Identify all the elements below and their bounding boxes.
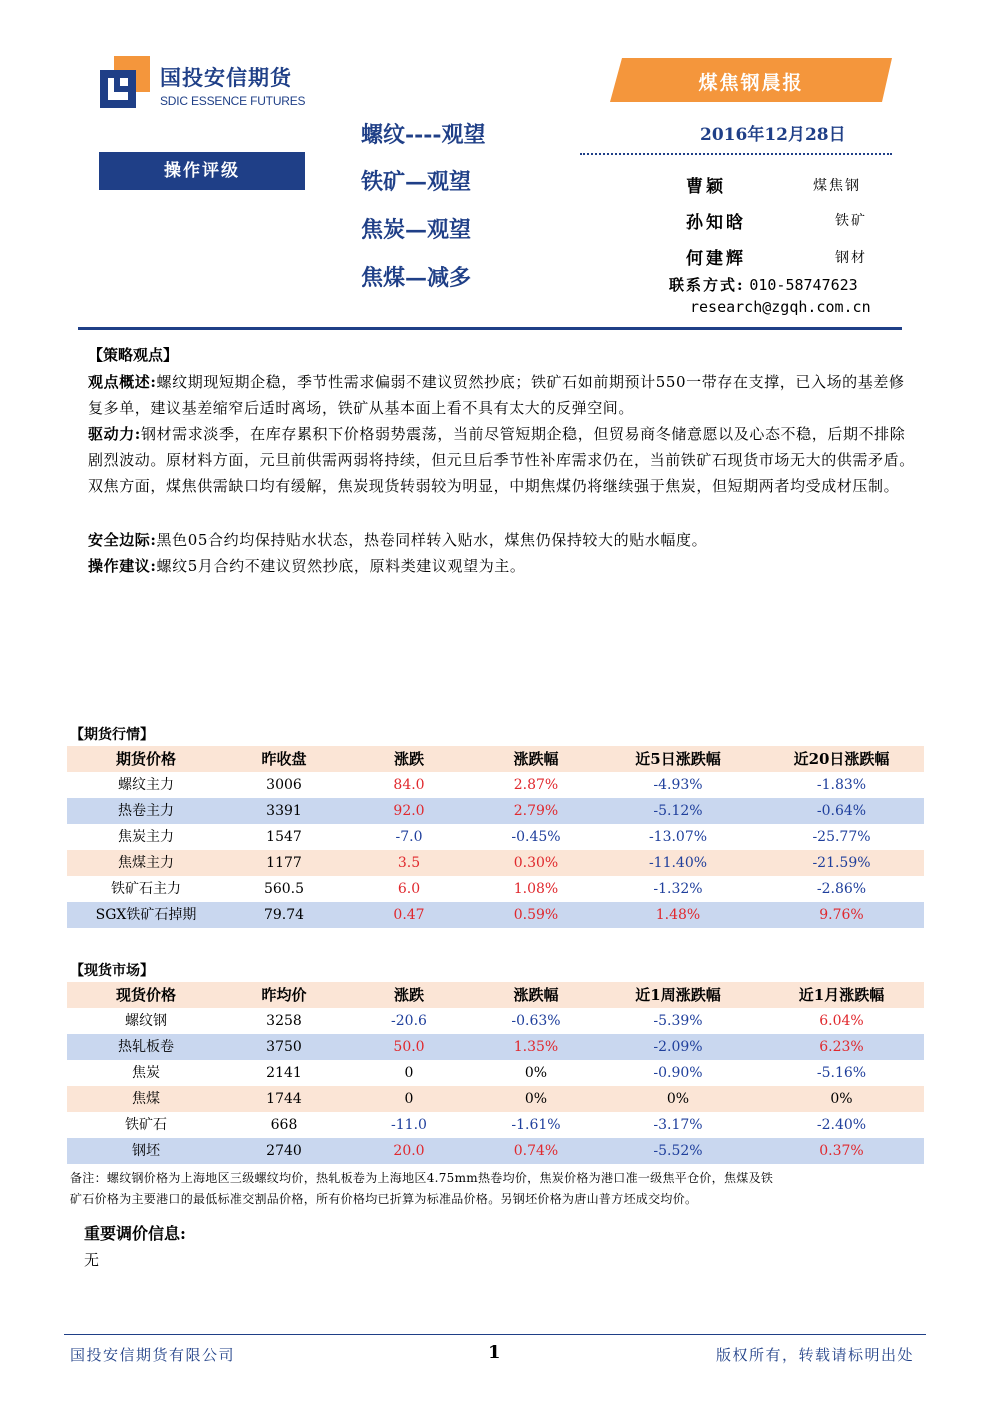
advice-label: 操作建议: [88,557,157,575]
driver-paragraph [88,421,918,499]
date-divider [580,153,892,155]
table-row [67,798,924,824]
table-cell: 79.74 [263,907,305,923]
table-cell: 0.30% [513,855,559,871]
table-header-row [67,746,924,772]
table-header-cell: 昨收盘 [261,750,307,768]
table-header-cell: 近5日涨跌幅 [635,750,721,768]
logo-name-en: SDIC ESSENCE FUTURES [160,94,306,108]
table-cell: -2.86% [816,881,867,897]
margin-paragraph [88,527,918,553]
table-cell: 50.0 [393,1039,425,1055]
table-cell: -13.07% [648,829,708,845]
table-cell: 0% [524,1091,548,1107]
table-header-cell: 近1月涨跌幅 [798,986,885,1004]
rating-item: 螺纹----观望 [361,122,486,148]
table-cell: -1.32% [653,881,703,897]
table-cell: -5.39% [653,1013,703,1029]
footer-company: 国投安信期货有限公司 [70,1346,236,1364]
table-cell: -25.77% [812,829,871,845]
rating-item: 铁矿—观望 [361,169,472,195]
header-divider [78,327,902,330]
spot-note-line: 备注：螺纹钢价格为上海地区三级螺纹均价，热轧板卷为上海地区4.75mm热卷均价，焦炭价格为港口准一级焦平仓价，焦煤及铁 [70,1171,774,1185]
margin-label: 安全边际: [88,531,157,549]
table-cell: 1177 [266,855,302,871]
analyst-area: 铁矿 [835,213,867,229]
table-cell: 3391 [266,803,302,819]
table-cell: 1744 [266,1091,302,1107]
table-cell: 0 [404,1091,414,1107]
table-cell: -1.83% [816,777,867,793]
analyst-name: 孙知晗 [686,213,746,233]
table-row-label: 铁矿石主力 [111,881,181,897]
table-row [67,1086,924,1112]
table-row [67,1138,924,1164]
table-cell: -1.61% [511,1117,561,1133]
table-cell: 0.59% [513,907,559,923]
table-cell: 2.79% [513,803,559,819]
report-title-banner [610,58,892,102]
table-cell: 3258 [266,1013,302,1029]
table-header-cell: 涨跌幅 [513,986,559,1004]
contact-line [669,274,858,295]
table-row [67,1112,924,1138]
table-cell: 0% [830,1091,853,1107]
table-cell: -3.17% [653,1117,703,1133]
table-row [67,850,924,876]
table-cell: 0.74% [513,1143,559,1159]
advice-text: 螺纹5月合约不建议贸然抄底，原料类建议观望为主。 [156,557,526,575]
table-header-cell: 近1周涨跌幅 [635,986,721,1004]
table-cell: 1.48% [655,907,701,923]
table-cell: -21.59% [812,855,871,871]
logo-mark-icon [100,56,150,108]
table-cell: 2.87% [513,777,559,793]
overview-text: 螺纹期现短期企稳，季节性需求偏弱不建议贸然抄底；铁矿石如前期预计550一带存在支撑，已入场的基差修复多单，建议基差缩窄后适时离场，铁矿从基本面上看不具有太大的反弹空间。 [88,373,905,417]
table-cell: 6.23% [819,1039,864,1055]
table-cell: -5.12% [653,803,703,819]
table-cell: 0 [404,1065,414,1081]
rating-item: 焦炭—观望 [361,217,472,243]
notice-body: 无 [84,1251,100,1269]
table-cell: 1.35% [513,1039,559,1055]
table-row-label: 焦炭主力 [118,829,174,845]
table-cell: 20.0 [393,1143,425,1159]
contact-phone: 010-58747623 [749,276,858,294]
footer-copyright: 版权所有，转载请标明出处 [716,1346,915,1364]
contact-label: 联系方式: [669,276,745,294]
table-cell: -5.16% [816,1065,867,1081]
table-header-cell: 昨均价 [261,986,307,1004]
table-cell: -5.52% [653,1143,703,1159]
table-row-label: 螺纹主力 [118,777,174,793]
table-cell: -0.90% [653,1065,703,1081]
table-cell: 668 [270,1117,298,1133]
footer-divider [64,1334,926,1335]
table-row-label: 热轧板卷 [118,1039,174,1055]
table-row-label: 焦煤 [132,1091,160,1107]
table-header-cell: 现货价格 [115,986,176,1004]
company-logo [100,56,330,112]
table-header-cell: 涨跌幅 [513,750,559,768]
table-row-label: 焦煤主力 [118,855,174,871]
table-cell: -0.64% [816,803,867,819]
table-cell: 3006 [266,777,302,793]
table-cell: 84.0 [393,777,425,793]
analyst-area: 钢材 [835,250,867,266]
table-cell: -20.6 [391,1013,427,1029]
table-row-label: SGX铁矿石掉期 [95,907,197,923]
table-cell: 6.0 [397,881,421,897]
table-cell: 9.76% [819,907,864,923]
analyst-name: 何建辉 [686,249,746,269]
table-cell: -4.93% [653,777,703,793]
strategy-heading: 【策略观点】 [88,346,179,364]
overview-label: 观点概述: [88,373,157,391]
table-cell: 2141 [266,1065,302,1081]
table-row [67,1060,924,1086]
page-number: 1 [488,1342,501,1363]
table-row [67,824,924,850]
table-cell: 92.0 [393,803,425,819]
table-cell: 1547 [266,829,302,845]
table-row [67,1034,924,1060]
futures-section-title: 【期货行情】 [70,727,154,743]
table-cell: 0.47 [393,907,425,923]
table-cell: 0% [666,1091,690,1107]
table-row [67,772,924,798]
table-row [67,902,924,928]
table-row-label: 焦炭 [132,1065,160,1081]
table-cell: 0% [524,1065,548,1081]
report-date: 2016年12月28日 [700,125,846,145]
spot-note-line: 矿石价格为主要港口的最低标准交割品价格，所有价格均已折算为标准品价格。另钢坯价格为唐山普方坯成交均价。 [70,1192,698,1206]
table-row-label: 钢坯 [132,1143,160,1159]
table-cell: 3750 [266,1039,302,1055]
table-cell: 6.04% [819,1013,864,1029]
table-header-cell: 涨跌 [393,750,424,768]
table-row-label: 铁矿石 [125,1117,167,1133]
table-cell: -11.40% [648,855,708,871]
driver-text: 钢材需求淡季，在库存累积下价格弱势震荡，当前尽管短期企稳，但贸易商冬储意愿以及心态不稳，后期不排除剧烈波动。原材料方面，元旦前供需两弱将持续，但元旦后季节性补库需求仍在，当前铁矿石现货市场无大的供需矛盾。双焦方面，煤焦供需缺口均有缓解，焦炭现货转弱较为明显，中期焦煤仍将继续强于焦炭，但短期两者均受成材压制。 [88,425,915,495]
table-row-label: 热卷主力 [118,803,174,819]
table-cell: 560.5 [263,881,305,897]
rating-label-box: 操作评级 [99,152,305,190]
spot-table [67,982,924,1164]
logo-name-cn: 国投安信期货 [160,66,292,90]
contact-email: research@zgqh.com.cn [690,298,871,316]
table-row [67,876,924,902]
table-cell: -0.45% [511,829,561,845]
table-cell: -0.63% [511,1013,561,1029]
futures-table [67,746,924,928]
rating-item: 焦煤—减多 [361,265,472,291]
spot-note [70,1168,900,1210]
analyst-area: 煤焦钢 [813,178,861,194]
table-row-label: 螺纹钢 [125,1013,167,1029]
table-cell: 2740 [266,1143,302,1159]
table-cell: -2.40% [816,1117,867,1133]
table-cell: 3.5 [397,855,421,871]
table-cell: 0.37% [819,1143,864,1159]
table-cell: -7.0 [395,829,423,845]
report-title: 煤焦钢晨报 [698,72,804,94]
table-header-row [67,982,924,1008]
driver-label: 驱动力: [88,425,141,443]
margin-text: 黑色05合约均保持贴水状态，热卷同样转入贴水，煤焦仍保持较大的贴水幅度。 [156,531,708,549]
analyst-name: 曹颖 [686,177,726,197]
table-cell: -2.09% [653,1039,703,1055]
spot-section-title: 【现货市场】 [70,963,154,979]
table-cell: 1.08% [513,881,559,897]
table-cell: -11.0 [391,1117,427,1133]
table-header-cell: 期货价格 [115,750,176,768]
table-header-cell: 涨跌 [393,986,424,1004]
table-header-cell: 近20日涨跌幅 [793,750,890,768]
notice-title: 重要调价信息: [84,1224,186,1243]
table-row [67,1008,924,1034]
advice-paragraph [88,553,918,579]
overview-paragraph [88,369,918,421]
